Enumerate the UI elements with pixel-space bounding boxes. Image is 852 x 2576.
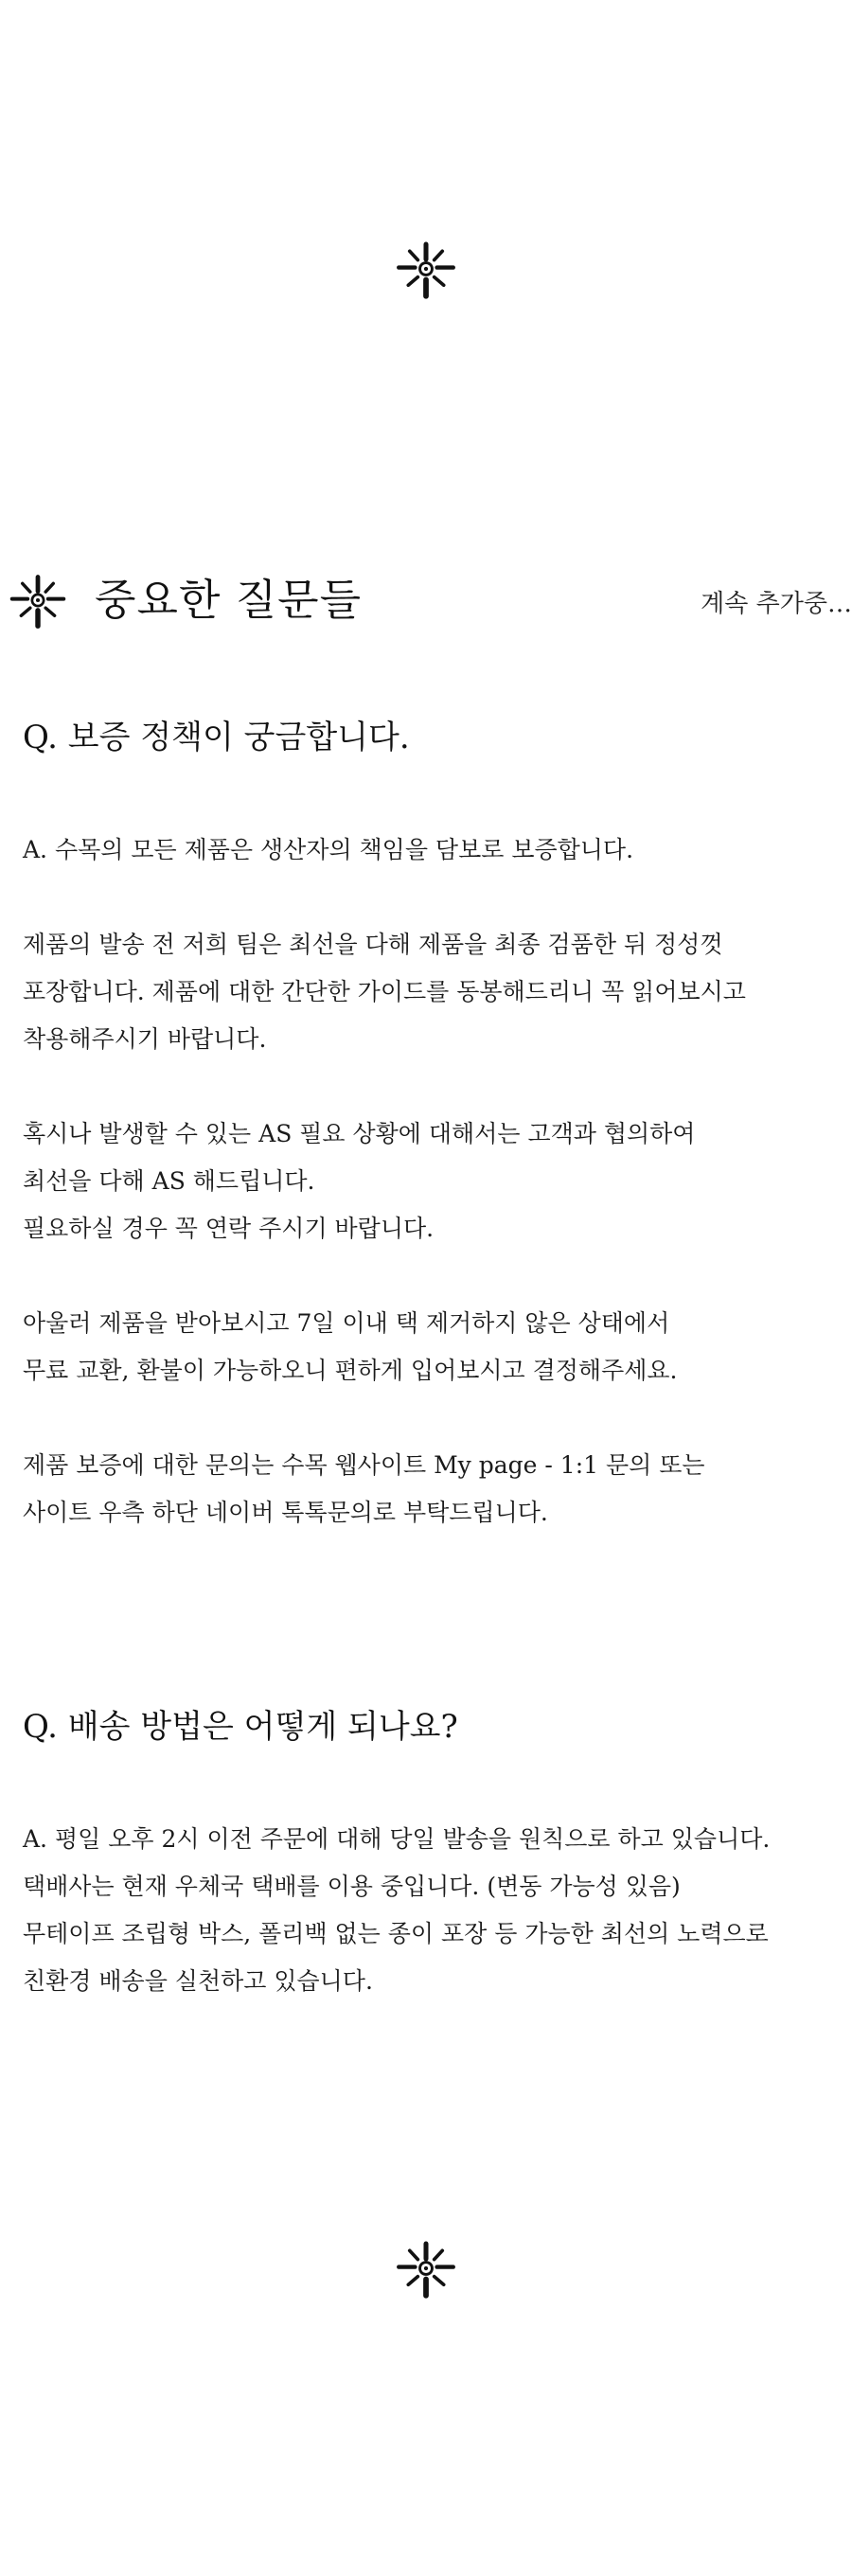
answer-line: 최선을 다해 AS 해드립니다. xyxy=(23,1167,315,1195)
answer-paragraph xyxy=(23,1442,837,1537)
answer-paragraph xyxy=(23,1816,837,2005)
section-status: 계속 추가중… xyxy=(701,590,852,618)
answer-line: 필요하실 경우 꼭 연락 주시기 바랍니다. xyxy=(23,1215,435,1242)
faq-answer xyxy=(23,1816,837,2005)
answer-line: 택배사는 현재 우체국 택배를 이용 중입니다. (변동 가능성 있음) xyxy=(23,1873,681,1900)
answer-line: 혹시나 발생할 수 있는 AS 필요 상황에 대해서는 고객과 협의하여 xyxy=(23,1120,696,1147)
faq-question: Q. 배송 방법은 어떻게 되나요? xyxy=(23,1708,458,1746)
answer-line: 무테이프 조립형 박스, 폴리백 없는 종이 포장 등 가능한 최선의 노력으로 xyxy=(23,1920,769,1947)
faq-item xyxy=(23,1704,837,2005)
answer-line: 포장합니다. 제품에 대한 간단한 가이드를 동봉해드리니 꼭 읽어보시고 xyxy=(23,978,746,1005)
answer-line: 제품 보증에 대한 문의는 수목 웹사이트 My page - 1:1 문의 또는 xyxy=(23,1451,705,1479)
faq-question: Q. 보증 정책이 궁금합니다. xyxy=(23,719,410,756)
answer-paragraph xyxy=(23,1300,837,1395)
firework-logo-icon xyxy=(392,235,460,303)
section-title: 중요한 질문들 xyxy=(95,575,363,625)
firework-logo-icon xyxy=(6,568,70,632)
faq-answer xyxy=(23,826,837,1537)
firework-logo-icon xyxy=(392,2234,460,2302)
answer-line: 사이트 우측 하단 네이버 톡톡문의로 부탁드립니다. xyxy=(23,1499,548,1526)
answer-line: A. 평일 오후 2시 이전 주문에 대해 당일 발송을 원칙으로 하고 있습니다. xyxy=(23,1825,771,1853)
answer-paragraph xyxy=(23,826,837,874)
faq-item xyxy=(23,715,837,1537)
answer-line: A. 수목의 모든 제품은 생산자의 책임을 담보로 보증합니다. xyxy=(23,836,634,863)
answer-line: 제품의 발송 전 저희 팀은 최선을 다해 제품을 최종 검품한 뒤 정성껏 xyxy=(23,931,723,958)
answer-line: 무료 교환, 환불이 가능하오니 편하게 입어보시고 결정해주세요. xyxy=(23,1357,678,1384)
answer-line: 아울러 제품을 받아보시고 7일 이내 택 제거하지 않은 상태에서 xyxy=(23,1309,670,1337)
faq-section-header xyxy=(0,568,852,634)
answer-line: 친환경 배송을 실천하고 있습니다. xyxy=(23,1967,373,1995)
answer-paragraph xyxy=(23,921,837,1063)
answer-paragraph xyxy=(23,1110,837,1252)
answer-line: 착용해주시기 바랍니다. xyxy=(23,1025,267,1053)
